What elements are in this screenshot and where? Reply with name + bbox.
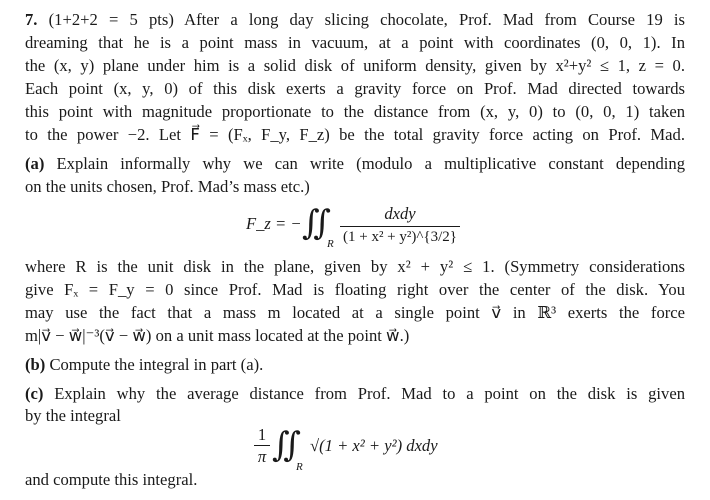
part-a-label: (a) — [25, 154, 45, 173]
problem-text-1: (1+2+2 = 5 pts) After a long day slicing chocolate, Prof. Mad from Course 19 is — [48, 10, 685, 29]
equation-a-denominator: (1 + x² + y²)^{3/2} — [342, 229, 457, 245]
part-a-after-2: give Fₓ = F_y = 0 since Prof. Mad is floating right over the center of the disk. You — [25, 280, 685, 299]
problem-line-3: the (x, y) plane under him is a solid disk of uniform density, given by x²+y² ≤ 1, z = 0. — [25, 56, 685, 75]
equation-c-integral-sign: ∬ — [272, 425, 301, 465]
problem-line-6: to the power −2. Let F⃗ = (Fₓ, F_y, F_z) be the total gravity force acting on Prof. Mad. — [25, 125, 685, 144]
problem-line-2: dreaming that he is a point mass in vacuum, at a point with coordinates (0, 0, 1). In — [25, 33, 685, 52]
part-b-line — [25, 355, 685, 375]
part-c-line-2: by the integral — [25, 406, 121, 425]
equation-c-fraction-bar — [254, 445, 270, 446]
part-b-label: (b) — [25, 355, 46, 374]
part-c-text-1: Explain why the average distance from Prof. Mad to a point on the disk is given — [54, 384, 685, 403]
equation-a-fraction-bar — [340, 226, 460, 227]
equation-c-region: R — [296, 461, 303, 473]
part-b-text: Compute the integral in part (a). — [49, 355, 264, 374]
equation-a-integral-sign: ∬ — [302, 203, 331, 243]
part-a-line-1 — [25, 154, 685, 174]
problem-line-5: this point with magnitude proportionate to the distance from (x, y, 0) to (0, 0, 1) taken — [25, 102, 685, 121]
problem-number: 7. — [25, 10, 38, 29]
part-a-line-2: on the units chosen, Prof. Mad’s mass etc.) — [25, 177, 310, 196]
part-a-after-4: m|v⃗ − w⃗|⁻³(v⃗ − w⃗) on a unit mass located at the point w⃗.) — [25, 326, 410, 345]
part-a-after-1: where R is the unit disk in the plane, given by x² + y² ≤ 1. (Symmetry considerations — [25, 257, 685, 276]
part-a-after-3: may use the fact that a mass m located at a single point v⃗ in ℝ³ exerts the force — [25, 303, 685, 322]
problem-line-4: Each point (x, y, 0) of this disk exerts a gravity force on Prof. Mad directed towards — [25, 79, 685, 98]
equation-c-integrand: √(1 + x² + y²) dxdy — [310, 436, 438, 455]
equation-c-coef-num: 1 — [257, 425, 267, 444]
part-c-closing: and compute this integral. — [25, 470, 198, 489]
equation-a-numerator: dxdy — [384, 204, 416, 223]
part-c-line-1 — [25, 384, 685, 404]
part-a-text-1: Explain informally why we can write (modulo a multiplicative constant depending — [56, 154, 686, 173]
equation-a-region: R — [327, 238, 334, 250]
problem-line-1 — [25, 10, 685, 30]
equation-c-coef-den: π — [257, 447, 267, 466]
part-c-label: (c) — [25, 384, 44, 403]
equation-a-lhs: F_z = − — [246, 214, 302, 233]
